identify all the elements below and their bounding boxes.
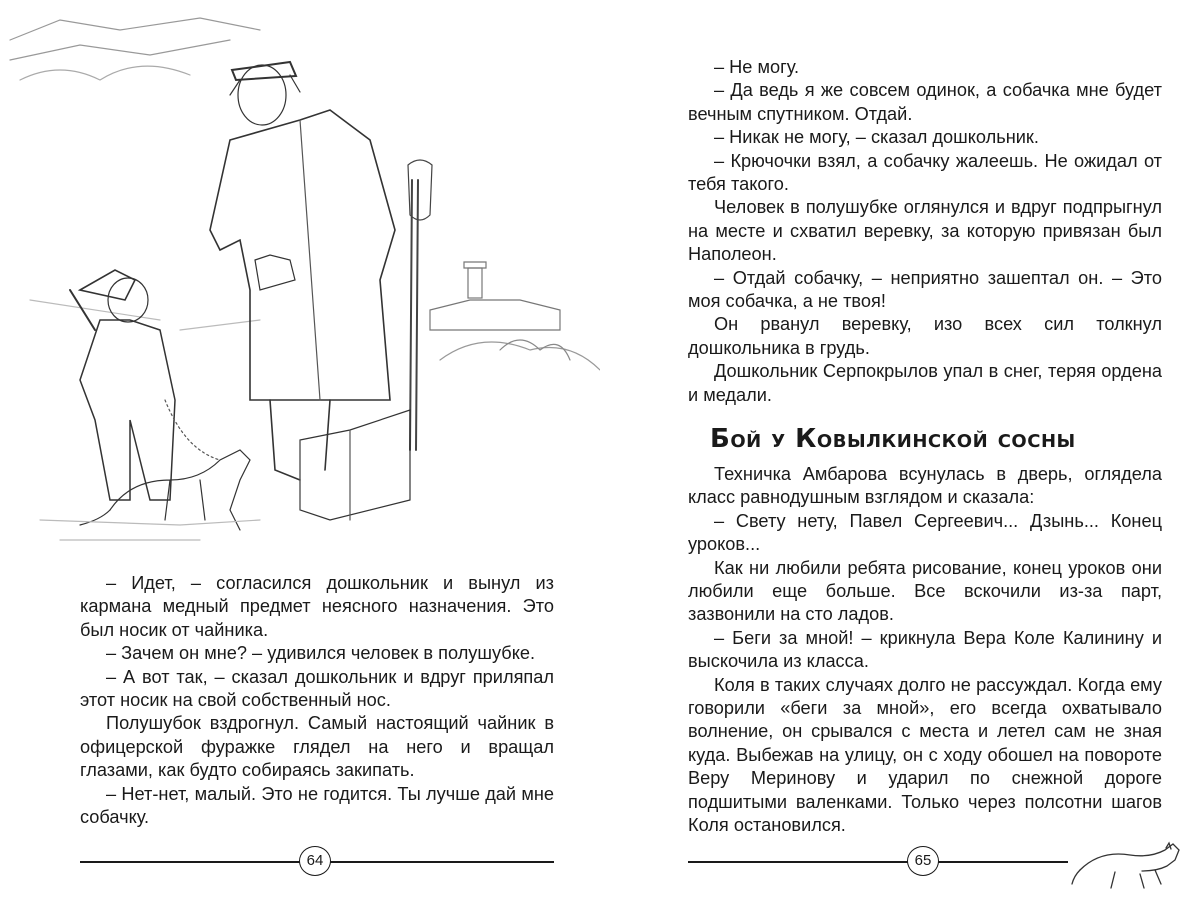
right-page-text-top (688, 56, 1162, 407)
paragraph: Он рванул веревку, изо всех сил толкнул дошкольника в грудь. (688, 314, 1162, 358)
paragraph: – Да ведь я же совсем одинок, а собачка мне будет вечным спутником. Отдай. (688, 80, 1162, 124)
paragraph: – А вот так, – сказал дошкольник и вдруг приляпал этот носик на свой собственный нос. (80, 666, 554, 711)
chapter-title: Бой у Ковылкинской сосны (710, 424, 1076, 454)
paragraph: – Беги за мной! – крикнула Вера Коле Калинину и выскочила из класса. (688, 627, 1162, 672)
paragraph: – Свету нету, Павел Сергеевич... Дзынь... Конец уроков... (688, 510, 1162, 555)
paragraph: Как ни любили ребята рисование, конец уроков они любили еще больше. Все вскочили из-за парт, зазвонили на сто ладов. (688, 557, 1162, 625)
right-page-text-bottom (688, 463, 1162, 838)
left-footer (80, 846, 554, 876)
footer-rule (688, 861, 1068, 863)
paragraph: Дошкольник Серпокрылов упал в снег, теряя ордена и медали. (688, 361, 1162, 405)
paragraph: – Никак не могу, – сказал дошкольник. (714, 127, 1039, 148)
paragraph: Коля в таких случаях долго не рассуждал. Когда ему говорили «беги за мной», его всегда охватывало волнение, он срывался с места и летел сам не зная куда. Выбежав на улицу, он с ходу обошел на повороте Веру Меринову и ударил по снежной дороге подшитыми валенками. Только через полсотни шагов Коля остановился. (688, 674, 1162, 836)
page-number: 65 (907, 846, 939, 876)
fox-vignette-icon (1070, 840, 1190, 892)
left-page (0, 0, 600, 895)
illustration-svg (0, 0, 600, 560)
right-footer (688, 846, 1068, 876)
paragraph: Техничка Амбарова всунулась в дверь, оглядела класс равнодушным взглядом и сказала: (688, 464, 1162, 508)
right-page (600, 0, 1200, 895)
paragraph: – Не могу. (714, 57, 800, 77)
paragraph: – Идет, – согласился дошкольник и вынул из кармана медный предмет неясного назначения. Это был носик от чайника. (80, 573, 554, 640)
paragraph: – Зачем он мне? – удивился человек в полушубке. (106, 643, 536, 664)
paragraph: – Нет-нет, малый. Это не годится. Ты лучше дай мне собачку. (80, 783, 554, 828)
pencil-sketch-illustration (0, 0, 600, 560)
left-page-text (80, 572, 554, 829)
paragraph: Человек в полушубке оглянулся и вдруг подпрыгнул на месте и схватил веревку, за которую привязан был Наполеон. (688, 197, 1162, 265)
paragraph: – Отдай собачку, – неприятно зашептал он. – Это моя собачка, а не твоя! (688, 267, 1162, 312)
paragraph: Полушубок вздрогнул. Самый настоящий чайник в офицерской фуражке глядел на него и вращал глазами, как будто собираясь закипать. (80, 713, 554, 781)
paragraph: – Крючочки взял, а собачку жалеешь. Не ожидал от тебя такого. (688, 150, 1162, 195)
page-number: 64 (299, 846, 331, 876)
